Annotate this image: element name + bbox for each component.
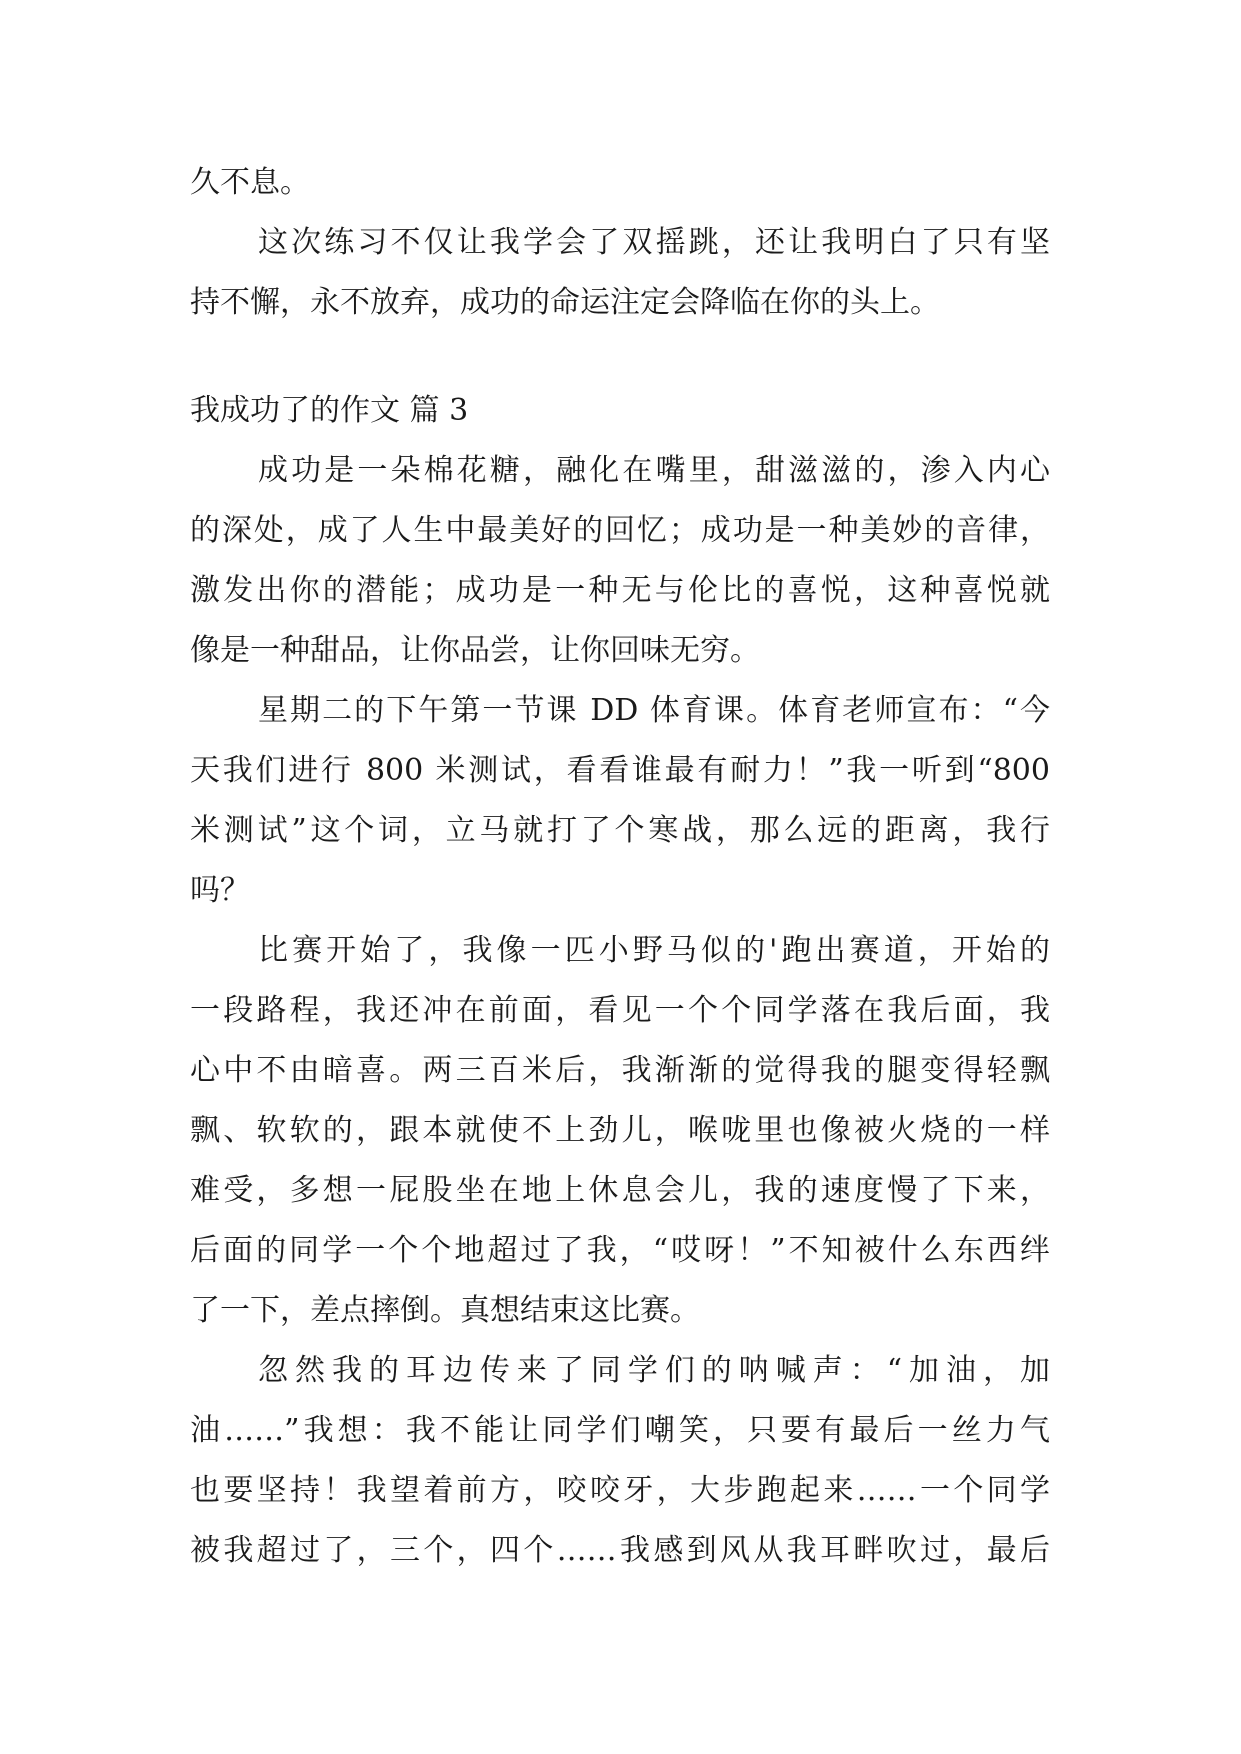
- text-line: 心中不由暗喜。两三百米后，我渐渐的觉得我的腿变得轻飘: [190, 1053, 1050, 1088]
- document-page: [190, 158, 1050, 1586]
- text-line: 的深处，成了人生中最美好的回忆；成功是一种美妙的音律，: [190, 513, 1050, 548]
- text-line: 像是一种甜品，让你品尝，让你回味无穷。: [190, 633, 760, 668]
- text-line: 后面的同学一个个地超过了我，“哎呀！”不知被什么东西绊: [190, 1233, 1050, 1268]
- section-heading: 我成功了的作文 篇 3: [190, 393, 469, 428]
- text-line: 天我们进行 800 米测试，看看谁最有耐力！”我一听到“800: [190, 753, 1050, 788]
- text-line: 激发出你的潜能；成功是一种无与伦比的喜悦，这种喜悦就: [190, 573, 1050, 608]
- paragraph: [190, 926, 1050, 1346]
- text-line: 了一下，差点摔倒。真想结束这比赛。: [190, 1293, 700, 1328]
- paragraph: [190, 686, 1050, 926]
- text-line: 成功是一朵棉花糖，融化在嘴里，甜滋滋的，渗入内心: [258, 453, 1050, 488]
- text-line: 吗？: [190, 873, 250, 908]
- text-line: 持不懈，永不放弃，成功的命运注定会降临在你的头上。: [190, 285, 940, 320]
- text-line: 被我超过了，三个，四个……我感到风从我耳畔吹过，最后: [190, 1533, 1050, 1568]
- text-line: 米测试”这个词，立马就打了个寒战，那么远的距离，我行: [190, 813, 1050, 848]
- text-line: 飘、软软的，跟本就使不上劲儿，喉咙里也像被火烧的一样: [190, 1113, 1050, 1148]
- paragraph: [190, 1346, 1050, 1586]
- text-line: 这次练习不仅让我学会了双摇跳，还让我明白了只有坚: [258, 225, 1050, 260]
- text-line: 久不息。: [190, 165, 310, 200]
- text-line: 一段路程，我还冲在前面，看见一个个同学落在我后面，我: [190, 993, 1050, 1028]
- paragraph: [190, 218, 1050, 338]
- text-line: 比赛开始了，我像一匹小野马似的'跑出赛道，开始的: [258, 933, 1050, 968]
- text-line: 也要坚持！我望着前方，咬咬牙，大步跑起来……一个同学: [190, 1473, 1050, 1508]
- text-line: 难受，多想一屁股坐在地上休息会儿，我的速度慢了下来，: [190, 1173, 1050, 1208]
- paragraph: [190, 446, 1050, 686]
- text-line: 星期二的下午第一节课 DD 体育课。体育老师宣布：“今: [258, 693, 1050, 728]
- text-line: 油……”我想：我不能让同学们嘲笑，只要有最后一丝力气: [190, 1413, 1050, 1448]
- text-line: 忽然我的耳边传来了同学们的呐喊声：“加油，加: [258, 1353, 1050, 1388]
